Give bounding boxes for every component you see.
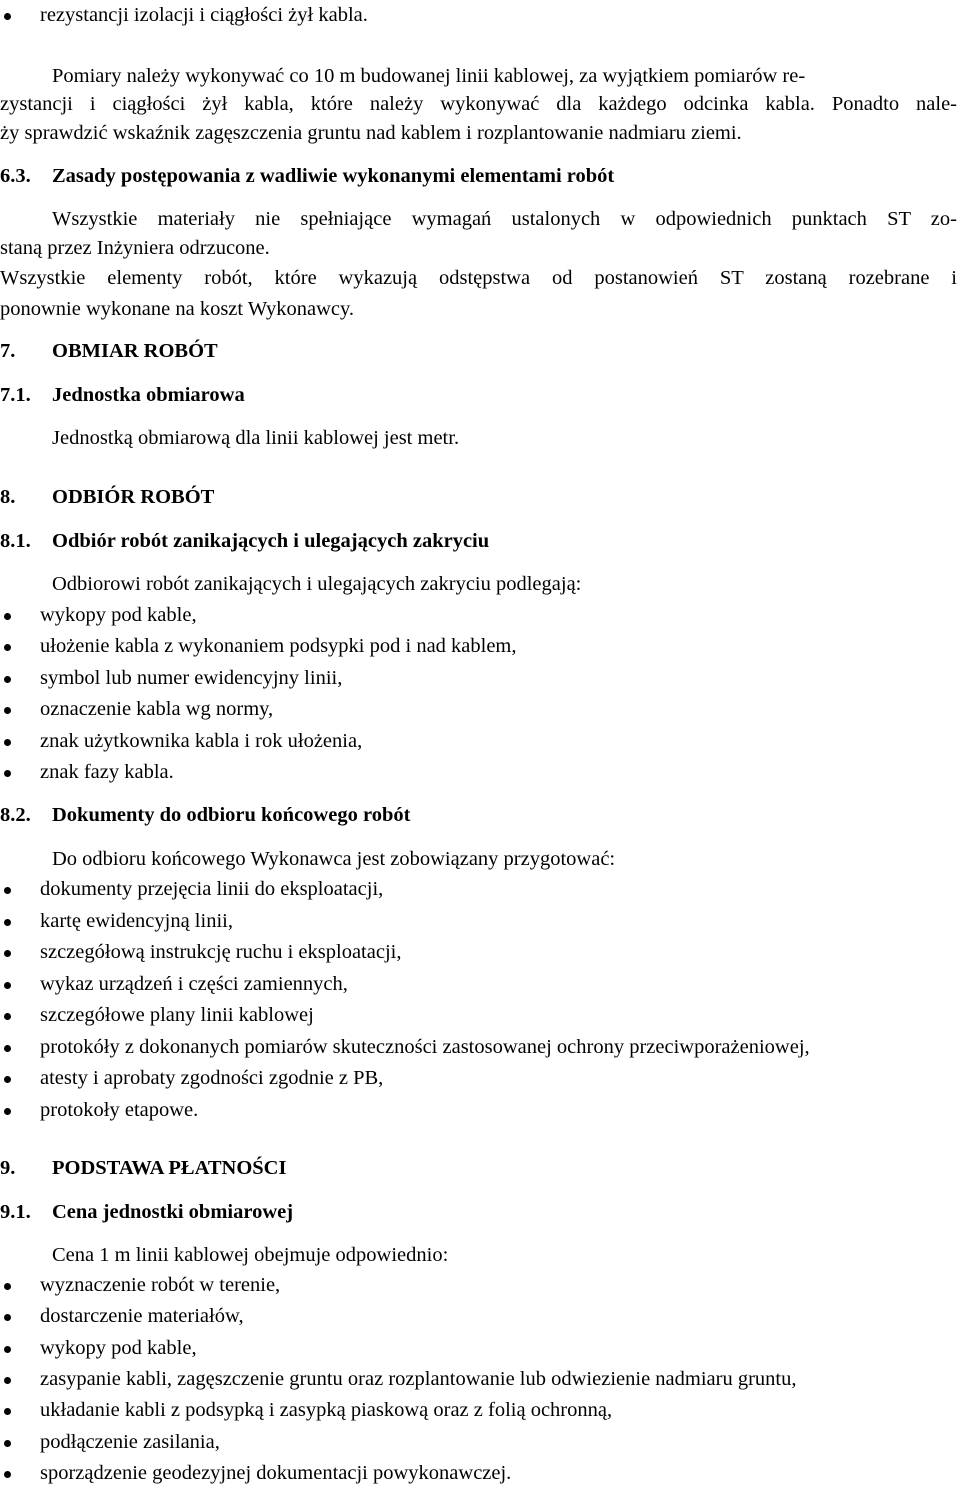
bullet-icon: [4, 1314, 11, 1321]
bullet-icon: [4, 1283, 11, 1290]
list-item-label: zasypanie kabli, zagęszczenie gruntu oraz rozplantowanie lub odwiezienie nadmiaru gruntu,: [40, 1367, 797, 1390]
paragraph-line: Pomiary należy wykonywać co 10 m budowanej linii kablowej, za wyjątkiem pomiarów re-: [52, 65, 806, 87]
bullet-icon: [4, 644, 11, 651]
list-item-label: dostarczenie materiałów,: [40, 1305, 244, 1328]
list-item-label: protokoły etapowe.: [40, 1098, 199, 1121]
bullet-icon: [4, 707, 11, 714]
paragraph-line: Wszystkie elementy robót, które wykazują odstępstwa od postanowień ST zostaną rozebrane i: [0, 267, 957, 289]
list-intro: Cena 1 m linii kablowej obejmuje odpowiednio:: [52, 1244, 449, 1266]
list-item-label: znak fazy kabla.: [40, 761, 174, 783]
list-item-label: protokóły z dokonanych pomiarów skuteczności zastosowanej ochrony przeciwporażeniowej,: [40, 1035, 810, 1058]
list-item-label: ułożenie kabla z wykonaniem podsypki pod i nad kablem,: [40, 635, 517, 658]
list-item-label: wykaz urządzeń i części zamiennych,: [40, 972, 348, 995]
list-item-label: wyznaczenie robót w terenie,: [40, 1274, 281, 1296]
paragraph-line: ży sprawdzić wskaźnik zagęszczenia gruntu nad kablem i rozplantowanie nadmiaru ziemi.: [0, 122, 742, 144]
bullet-icon: [4, 1440, 11, 1447]
list-item-label: szczegółową instrukcję ruchu i eksploatacji,: [40, 941, 402, 963]
list-item-label: układanie kabli z podsypką i zasypką piaskową oraz z folią ochronną,: [40, 1399, 613, 1422]
paragraph-line: Wszystkie materiały nie spełniające wymagań ustalonych w odpowiednich punktach ST zo-: [52, 208, 957, 230]
list-item-label: szczegółowe plany linii kablowej: [40, 1004, 314, 1026]
bullet-icon: [4, 1045, 11, 1052]
bullet-icon: [4, 13, 11, 20]
paragraph-line: staną przez Inżyniera odrzucone.: [0, 237, 270, 259]
paragraph-line: ponownie wykonane na koszt Wykonawcy.: [0, 298, 355, 320]
list-item-label: kartę ewidencyjną linii,: [40, 909, 233, 932]
bullet-icon: [4, 950, 11, 957]
list-item-label: wykopy pod kable,: [40, 604, 197, 626]
bullet-icon: [4, 1408, 11, 1415]
bullet-icon: [4, 887, 11, 894]
paragraph-line: zystancji i ciągłości żył kabla, które należy wykonywać dla każdego odcinka kabla. Ponadto nale-: [0, 93, 957, 115]
list-item-label: dokumenty przejęcia linii do eksploatacji,: [40, 878, 384, 900]
list-item-label: sporządzenie geodezyjnej dokumentacji powykonawczej.: [40, 1461, 512, 1484]
list-item-label: symbol lub numer ewidencyjny linii,: [40, 666, 343, 689]
bullet-icon: [4, 919, 11, 926]
list-intro: Odbiorowi robót zanikających i ulegających zakryciu podlegają:: [52, 573, 582, 595]
bullet-icon: [4, 613, 11, 620]
bullet-icon: [4, 770, 11, 777]
bullet-icon: [4, 1471, 11, 1478]
paragraph-line: Jednostką obmiarową dla linii kablowej jest metr.: [52, 427, 460, 449]
bullet-icon: [4, 1076, 11, 1083]
list-item-label: znak użytkownika kabla i rok ułożenia,: [40, 729, 363, 752]
bullet-icon: [4, 982, 11, 989]
bullet-icon: [4, 1346, 11, 1353]
list-item-label: atesty i aprobaty zgodności zgodnie z PB,: [40, 1067, 384, 1089]
bullet-icon: [4, 1377, 11, 1384]
list-item-label: podłączenie zasilania,: [40, 1430, 220, 1453]
list-item-label: wykopy pod kable,: [40, 1336, 197, 1359]
list-intro: Do odbioru końcowego Wykonawca jest zobowiązany przygotować:: [52, 848, 616, 870]
bullet-icon: [4, 739, 11, 746]
bullet-icon: [4, 676, 11, 683]
list-item-label: oznaczenie kabla wg normy,: [40, 698, 274, 721]
bullet-icon: [4, 1108, 11, 1115]
bullet-icon: [4, 1013, 11, 1020]
